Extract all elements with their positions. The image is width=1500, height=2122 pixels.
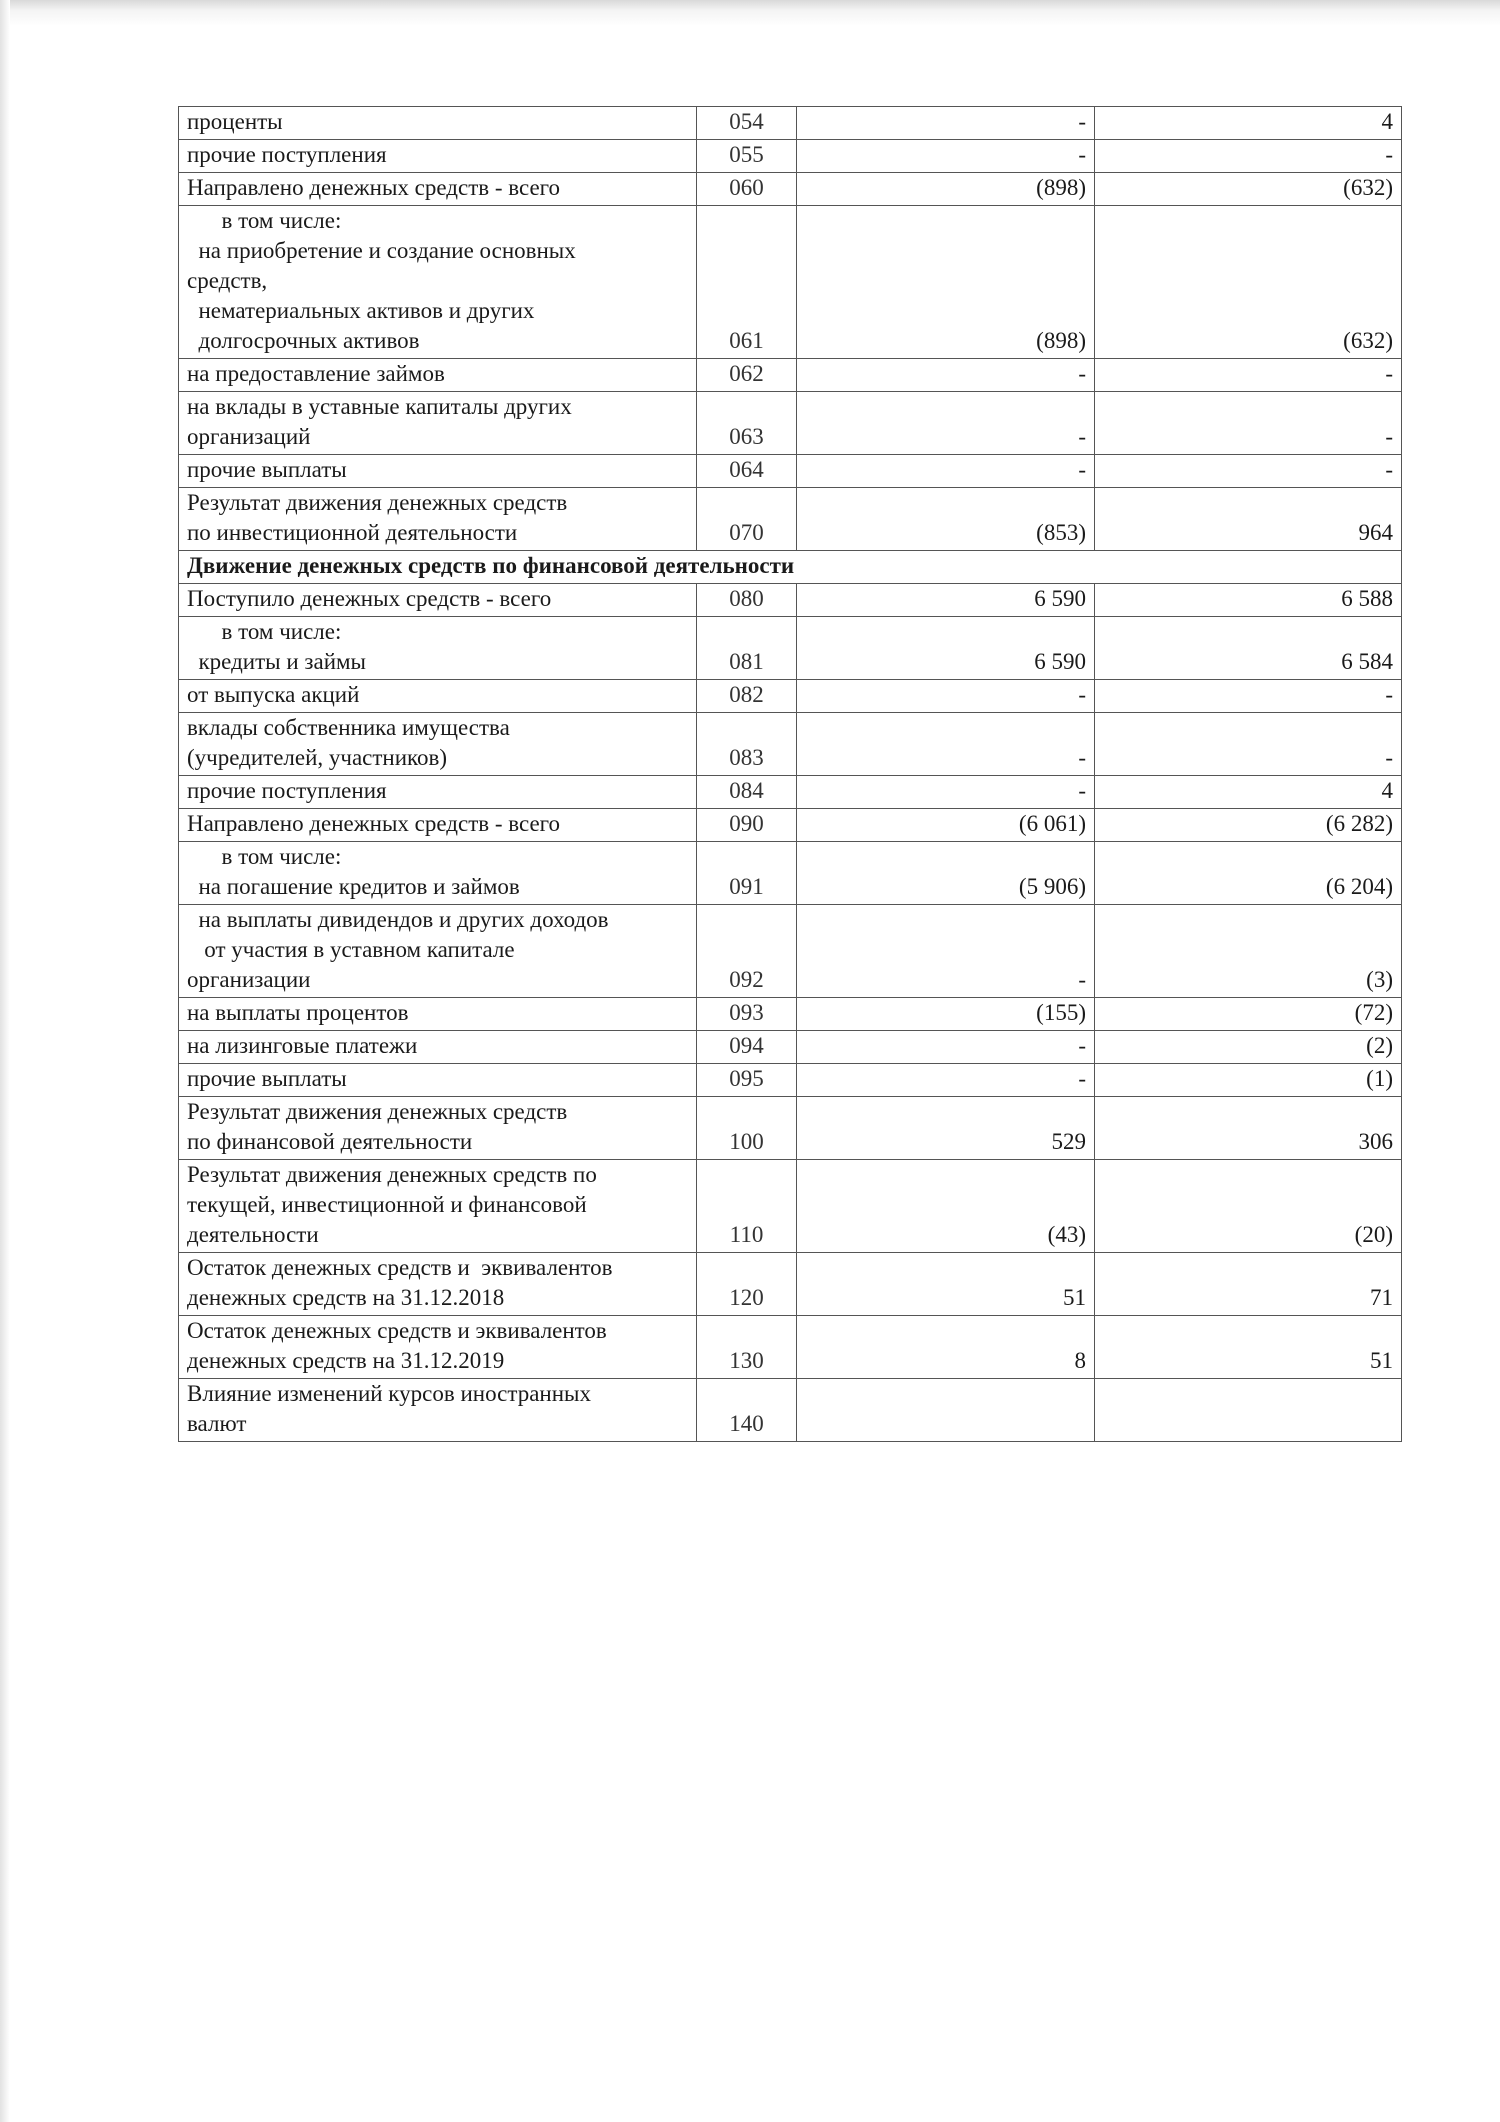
row-code-cell: 054: [697, 107, 797, 140]
row-value-current-cell: -: [797, 1031, 1095, 1064]
table-row: [179, 809, 1402, 842]
row-value-previous-cell: (1): [1095, 1064, 1402, 1097]
row-label-cell: [179, 1097, 697, 1160]
table-row: [179, 905, 1402, 998]
row-value-previous-cell: 71: [1095, 1253, 1402, 1316]
row-value-current-cell: -: [797, 392, 1095, 455]
row-value-previous-cell: (72): [1095, 998, 1402, 1031]
row-label-cell: [179, 584, 697, 617]
row-value-current-cell: -: [797, 776, 1095, 809]
row-value-previous-cell: (20): [1095, 1160, 1402, 1253]
row-label-cell: [179, 713, 697, 776]
row-value-previous-cell: 964: [1095, 488, 1402, 551]
scan-edge-shadow: [0, 0, 1500, 26]
row-label-line: Направлено денежных средств - всего: [187, 175, 561, 200]
row-value-previous-cell: (6 204): [1095, 842, 1402, 905]
row-value-previous-cell: [1095, 1379, 1402, 1442]
row-label-line: Результат движения денежных средств: [187, 1099, 568, 1124]
table-row: [179, 173, 1402, 206]
table-row: [179, 776, 1402, 809]
row-label-line: в том числе:: [187, 619, 342, 644]
row-value-previous-cell: 306: [1095, 1097, 1402, 1160]
row-code-cell: 130: [697, 1316, 797, 1379]
row-label-line: Поступило денежных средств - всего: [187, 586, 552, 611]
row-code-cell: 070: [697, 488, 797, 551]
row-label-line: проценты: [187, 109, 283, 134]
row-code-cell: 095: [697, 1064, 797, 1097]
table-row: [179, 1316, 1402, 1379]
row-value-previous-cell: -: [1095, 392, 1402, 455]
table-row: [179, 107, 1402, 140]
table-row: [179, 1160, 1402, 1253]
row-label-line: на лизинговые платежи: [187, 1033, 418, 1058]
row-value-current-cell: (5 906): [797, 842, 1095, 905]
row-label-line: (учредителей, участников): [187, 745, 448, 770]
row-label-line: в том числе:: [187, 844, 342, 869]
row-code-cell: 092: [697, 905, 797, 998]
row-code-cell: 081: [697, 617, 797, 680]
row-label-line: организаций: [187, 424, 311, 449]
row-value-current-cell: (898): [797, 206, 1095, 359]
row-label-cell: [179, 107, 697, 140]
table-row: [179, 1097, 1402, 1160]
row-code-cell: 055: [697, 140, 797, 173]
row-label-line: нематериальных активов и других: [187, 298, 535, 323]
table-row: [179, 998, 1402, 1031]
row-value-previous-cell: (2): [1095, 1031, 1402, 1064]
row-label-line: Результат движения денежных средств по: [187, 1162, 597, 1187]
cash-flow-table: [178, 106, 1402, 1442]
row-value-previous-cell: -: [1095, 680, 1402, 713]
table-row: [179, 1064, 1402, 1097]
row-label-cell: [179, 173, 697, 206]
row-label-cell: [179, 680, 697, 713]
table-row: [179, 680, 1402, 713]
row-label-cell: [179, 1160, 697, 1253]
scan-edge-left: [0, 0, 10, 2122]
row-value-previous-cell: (3): [1095, 905, 1402, 998]
row-value-current-cell: -: [797, 455, 1095, 488]
row-label-cell: [179, 206, 697, 359]
row-value-current-cell: (853): [797, 488, 1095, 551]
row-label-cell: [179, 359, 697, 392]
table-row: [179, 392, 1402, 455]
row-label-line: на выплаты дивидендов и других доходов: [187, 907, 609, 932]
row-label-line: средств,: [187, 268, 268, 293]
row-value-current-cell: -: [797, 680, 1095, 713]
row-label-line: на приобретение и создание основных: [187, 238, 576, 263]
row-label-cell: [179, 455, 697, 488]
row-value-current-cell: (155): [797, 998, 1095, 1031]
row-code-cell: 120: [697, 1253, 797, 1316]
row-label-cell: [179, 617, 697, 680]
table-row: [179, 842, 1402, 905]
row-code-cell: 091: [697, 842, 797, 905]
row-label-line: на погашение кредитов и займов: [187, 874, 520, 899]
row-code-cell: 062: [697, 359, 797, 392]
section-title: [179, 551, 1402, 584]
row-value-previous-cell: -: [1095, 713, 1402, 776]
row-label-line: на предоставление займов: [187, 361, 445, 386]
row-label-line: прочие поступления: [187, 142, 387, 167]
row-value-previous-cell: -: [1095, 140, 1402, 173]
table-row: [179, 713, 1402, 776]
row-value-current-cell: -: [797, 359, 1095, 392]
row-label-line: валют: [187, 1411, 247, 1436]
row-value-current-cell: (43): [797, 1160, 1095, 1253]
row-label-line: в том числе:: [187, 208, 342, 233]
row-label-line: по финансовой деятельности: [187, 1129, 473, 1154]
section-title-text: Движение денежных средств по финансовой деятельности: [187, 553, 795, 578]
row-label-line: текущей, инвестиционной и финансовой: [187, 1192, 587, 1217]
table-row: [179, 1379, 1402, 1442]
row-code-cell: 063: [697, 392, 797, 455]
row-code-cell: 083: [697, 713, 797, 776]
row-code-cell: 064: [697, 455, 797, 488]
row-label-line: по инвестиционной деятельности: [187, 520, 518, 545]
cash-flow-table-body: [179, 107, 1402, 1442]
table-row: [179, 206, 1402, 359]
row-value-current-cell: 6 590: [797, 617, 1095, 680]
row-code-cell: 090: [697, 809, 797, 842]
row-label-line: Результат движения денежных средств: [187, 490, 568, 515]
row-label-line: от участия в уставном капитале: [187, 937, 515, 962]
row-code-cell: 080: [697, 584, 797, 617]
row-label-cell: [179, 392, 697, 455]
row-code-cell: 093: [697, 998, 797, 1031]
row-label-cell: [179, 809, 697, 842]
row-value-current-cell: 6 590: [797, 584, 1095, 617]
row-code-cell: 110: [697, 1160, 797, 1253]
row-value-current-cell: [797, 1379, 1095, 1442]
row-value-current-cell: 8: [797, 1316, 1095, 1379]
row-value-current-cell: -: [797, 905, 1095, 998]
row-code-cell: 082: [697, 680, 797, 713]
row-label-cell: [179, 776, 697, 809]
row-label-line: на вклады в уставные капиталы других: [187, 394, 572, 419]
row-label-line: Остаток денежных средств и эквивалентов: [187, 1255, 613, 1280]
row-label-line: денежных средств на 31.12.2019: [187, 1348, 505, 1373]
table-row: [179, 488, 1402, 551]
row-label-line: Направлено денежных средств - всего: [187, 811, 561, 836]
row-value-previous-cell: -: [1095, 455, 1402, 488]
row-label-line: прочие выплаты: [187, 1066, 347, 1091]
row-value-current-cell: (898): [797, 173, 1095, 206]
row-label-line: кредиты и займы: [187, 649, 367, 674]
row-label-line: долгосрочных активов: [187, 328, 420, 353]
row-label-line: от выпуска акций: [187, 682, 360, 707]
row-code-cell: 061: [697, 206, 797, 359]
row-value-previous-cell: (6 282): [1095, 809, 1402, 842]
section-header-row: [179, 551, 1402, 584]
table-row: [179, 1031, 1402, 1064]
row-label-cell: [179, 488, 697, 551]
row-label-cell: [179, 905, 697, 998]
row-value-current-cell: -: [797, 107, 1095, 140]
row-code-cell: 060: [697, 173, 797, 206]
row-value-previous-cell: -: [1095, 359, 1402, 392]
row-value-current-cell: (6 061): [797, 809, 1095, 842]
table-row: [179, 140, 1402, 173]
row-value-previous-cell: 6 588: [1095, 584, 1402, 617]
row-value-previous-cell: 6 584: [1095, 617, 1402, 680]
row-label-cell: [179, 140, 697, 173]
row-value-current-cell: 51: [797, 1253, 1095, 1316]
row-value-current-cell: -: [797, 140, 1095, 173]
row-label-cell: [179, 1316, 697, 1379]
row-label-cell: [179, 842, 697, 905]
row-label-line: денежных средств на 31.12.2018: [187, 1285, 505, 1310]
row-label-line: прочие поступления: [187, 778, 387, 803]
row-value-previous-cell: 51: [1095, 1316, 1402, 1379]
row-label-line: Остаток денежных средств и эквивалентов: [187, 1318, 607, 1343]
row-label-line: на выплаты процентов: [187, 1000, 409, 1025]
row-label-cell: [179, 1253, 697, 1316]
row-label-line: прочие выплаты: [187, 457, 347, 482]
row-label-line: деятельности: [187, 1222, 319, 1247]
table-row: [179, 455, 1402, 488]
row-label-cell: [179, 1031, 697, 1064]
row-value-previous-cell: 4: [1095, 107, 1402, 140]
row-label-cell: [179, 998, 697, 1031]
row-value-current-cell: -: [797, 713, 1095, 776]
row-label-line: организации: [187, 967, 311, 992]
table-row: [179, 617, 1402, 680]
table-row: [179, 584, 1402, 617]
row-code-cell: 084: [697, 776, 797, 809]
row-value-previous-cell: 4: [1095, 776, 1402, 809]
row-label-cell: [179, 1064, 697, 1097]
row-value-previous-cell: (632): [1095, 173, 1402, 206]
row-code-cell: 140: [697, 1379, 797, 1442]
table-row: [179, 359, 1402, 392]
table-row: [179, 1253, 1402, 1316]
row-code-cell: 100: [697, 1097, 797, 1160]
row-label-line: Влияние изменений курсов иностранных: [187, 1381, 591, 1406]
row-label-line: вклады собственника имущества: [187, 715, 510, 740]
row-label-cell: [179, 1379, 697, 1442]
row-value-current-cell: 529: [797, 1097, 1095, 1160]
row-value-previous-cell: (632): [1095, 206, 1402, 359]
row-code-cell: 094: [697, 1031, 797, 1064]
row-value-current-cell: -: [797, 1064, 1095, 1097]
